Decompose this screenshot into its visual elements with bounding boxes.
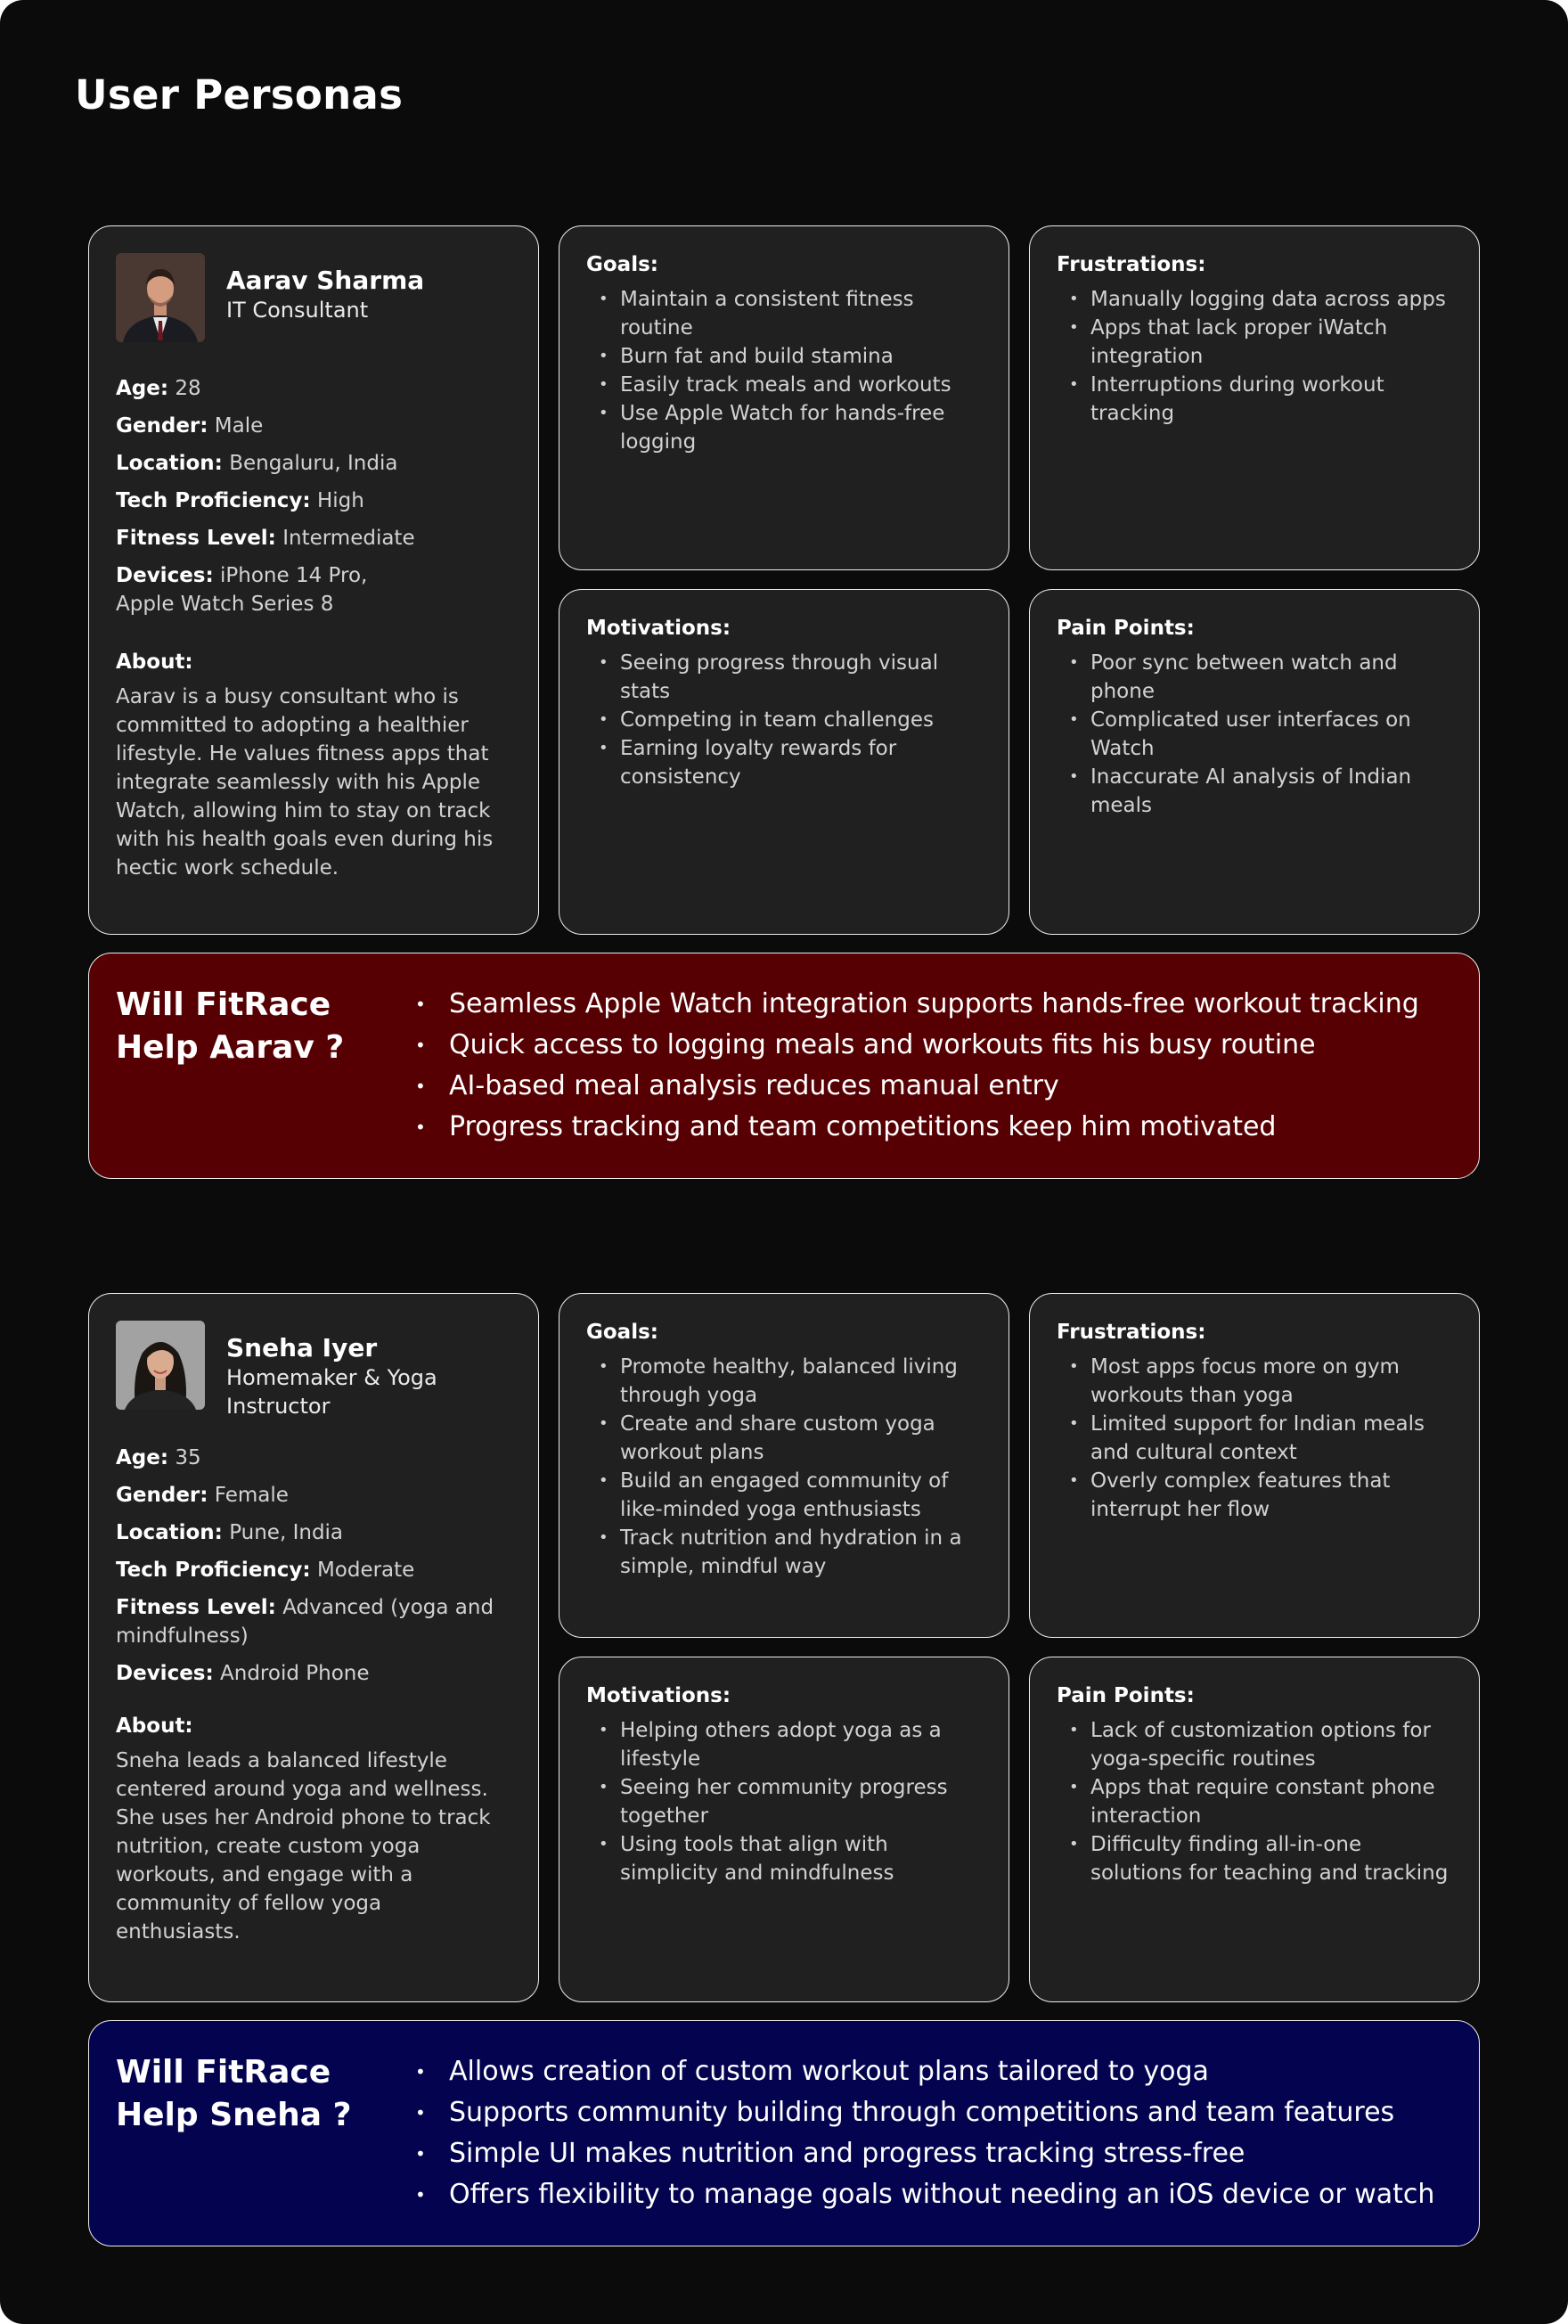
persona-role: IT Consultant — [226, 298, 369, 323]
frustrations-list — [1057, 1353, 1452, 1524]
list-item: • Supports community building through competitions and team features — [415, 2092, 1452, 2133]
list-item: • Seamless Apple Watch integration supports hands-free workout tracking — [415, 984, 1452, 1025]
list-item: • Earning loyalty rewards for consistency — [586, 734, 982, 791]
field-age: Age: 28 — [116, 377, 201, 400]
motivations-title: Motivations: — [586, 617, 731, 640]
list-item: • Overly complex features that interrupt her flow — [1057, 1467, 1452, 1524]
list-item: • Complicated user interfaces on Watch — [1057, 706, 1452, 763]
list-item: • Interruptions during workout tracking — [1057, 371, 1452, 428]
goals-list — [586, 285, 982, 456]
about-title: About: — [116, 1714, 193, 1738]
list-item: • Most apps focus more on gym workouts than yoga — [1057, 1353, 1452, 1410]
motivations-list — [586, 1716, 982, 1887]
persona-name: Sneha Iyer — [226, 1333, 378, 1362]
profile-card-aarav — [88, 225, 539, 935]
list-item: • Offers flexibility to manage goals without needing an iOS device or watch — [415, 2174, 1452, 2215]
list-item: • Using tools that align with simplicity and mindfulness — [586, 1830, 982, 1887]
about-title: About: — [116, 651, 193, 674]
field-location: Location: Bengaluru, India — [116, 452, 398, 475]
list-item: • Lack of customization options for yoga-specific routines — [1057, 1716, 1452, 1773]
frustrations-card-sneha — [1029, 1293, 1480, 1638]
motivations-card-sneha — [559, 1657, 1009, 2002]
fitrace-help-panel-aarav — [88, 953, 1480, 1179]
list-item: • Track nutrition and hydration in a simple, mindful way — [586, 1524, 982, 1581]
list-item: • Allows creation of custom workout plans tailored to yoga — [415, 2051, 1452, 2092]
list-item: • Seeing her community progress together — [586, 1773, 982, 1830]
about-text: Aarav is a busy consultant who is committed to adopting a healthier lifestyle. He values fitness apps that integrate seamlessly with his Apple Watch, allowing him to stay on track with his health goals even during his hectic work schedule. — [116, 685, 494, 880]
pain-points-title: Pain Points: — [1057, 1684, 1195, 1707]
help-list — [415, 2051, 1452, 2246]
goals-title: Goals: — [586, 253, 658, 276]
list-item: • AI-based meal analysis reduces manual entry — [415, 1066, 1452, 1107]
field-tech-proficiency: Tech Proficiency: Moderate — [116, 1559, 415, 1582]
field-age: Age: 35 — [116, 1446, 201, 1469]
list-item: • Quick access to logging meals and workouts fits his busy routine — [415, 1025, 1452, 1066]
list-item: • Promote healthy, balanced living through yoga — [586, 1353, 982, 1410]
help-title: Will FitRace Help Sneha ? — [116, 2054, 352, 2133]
field-fitness-level: Fitness Level: Advanced (yoga and mindfulness) — [116, 1596, 494, 1648]
list-item: • Difficulty finding all-in-one solutions for teaching and tracking — [1057, 1830, 1452, 1887]
list-item: • Limited support for Indian meals and cultural context — [1057, 1410, 1452, 1467]
list-item: • Inaccurate AI analysis of Indian meals — [1057, 763, 1452, 820]
goals-title: Goals: — [586, 1321, 658, 1344]
list-item: • Helping others adopt yoga as a lifestyle — [586, 1716, 982, 1773]
pain-points-list — [1057, 1716, 1452, 1887]
list-item: • Competing in team challenges — [586, 706, 982, 734]
list-item: • Easily track meals and workouts — [586, 371, 982, 399]
list-item: • Use Apple Watch for hands-free logging — [586, 399, 982, 456]
pain-points-list — [1057, 649, 1452, 820]
list-item: • Create and share custom yoga workout plans — [586, 1410, 982, 1467]
goals-card-aarav — [559, 225, 1009, 570]
pain-points-card-sneha — [1029, 1657, 1480, 2002]
female-portrait-icon — [116, 1321, 205, 1410]
field-devices: Devices: Android Phone — [116, 1662, 370, 1685]
field-tech-proficiency: Tech Proficiency: High — [116, 489, 364, 512]
motivations-card-aarav — [559, 589, 1009, 935]
field-fitness-level: Fitness Level: Intermediate — [116, 527, 415, 550]
list-item: • Apps that require constant phone interaction — [1057, 1773, 1452, 1830]
field-gender: Gender: Male — [116, 414, 264, 438]
list-item: • Manually logging data across apps — [1057, 285, 1452, 314]
list-item: • Progress tracking and team competitions keep him motivated — [415, 1107, 1452, 1148]
help-list — [415, 984, 1452, 1178]
motivations-list — [586, 649, 982, 791]
list-item: • Build an engaged community of like-minded yoga enthusiasts — [586, 1467, 982, 1524]
persona-name: Aarav Sharma — [226, 266, 425, 295]
help-title: Will FitRace Help Aarav ? — [116, 986, 345, 1066]
field-devices: Devices: iPhone 14 Pro, Apple Watch Series 8 — [116, 564, 368, 616]
frustrations-card-aarav — [1029, 225, 1480, 570]
list-item: • Seeing progress through visual stats — [586, 649, 982, 706]
pain-points-title: Pain Points: — [1057, 617, 1195, 640]
list-item: • Maintain a consistent fitness routine — [586, 285, 982, 342]
list-item: • Apps that lack proper iWatch integration — [1057, 314, 1452, 371]
goals-card-sneha — [559, 1293, 1009, 1638]
frustrations-list — [1057, 285, 1452, 428]
list-item: • Poor sync between watch and phone — [1057, 649, 1452, 706]
field-gender: Gender: Female — [116, 1484, 289, 1507]
goals-list — [586, 1353, 982, 1581]
list-item: • Simple UI makes nutrition and progress tracking stress-free — [415, 2133, 1452, 2174]
persona-role: Homemaker & Yoga Instructor — [226, 1365, 437, 1419]
male-portrait-icon — [116, 253, 205, 342]
pain-points-card-aarav — [1029, 589, 1480, 935]
motivations-title: Motivations: — [586, 1684, 731, 1707]
fitrace-help-panel-sneha — [88, 2020, 1480, 2246]
list-item: • Burn fat and build stamina — [586, 342, 982, 371]
field-location: Location: Pune, India — [116, 1521, 344, 1544]
frustrations-title: Frustrations: — [1057, 253, 1206, 276]
page-title: User Personas — [75, 71, 404, 119]
frustrations-title: Frustrations: — [1057, 1321, 1206, 1344]
profile-card-sneha — [88, 1293, 539, 2002]
about-text: Sneha leads a balanced lifestyle centered around yoga and wellness. She uses her Android phone to track nutrition, create custom yoga workouts, and engage with a community of fellow yoga enthusiasts. — [116, 1749, 491, 1943]
